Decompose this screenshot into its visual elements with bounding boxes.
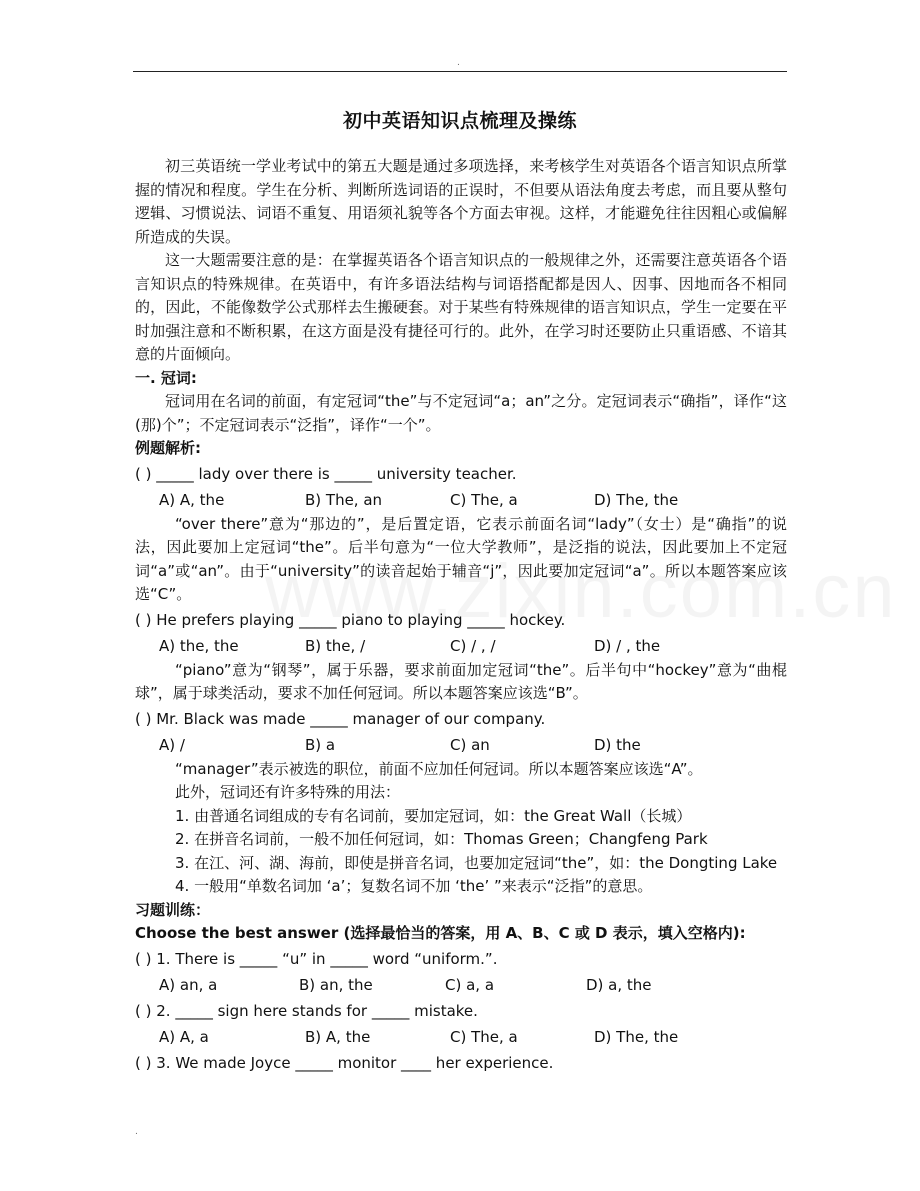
practice-question-2: ( ) 2. _____ sign here stands for _____ mistake. bbox=[135, 1001, 478, 1020]
practice-options-1 bbox=[135, 974, 787, 998]
intro-paragraph-2: 这一大题需要注意的是：在掌握英语各个语言知识点的一般规律之外，还需要注意英语各个语言知识点的特殊规律。在英语中，有许多语法结构与词语搭配都是因人、因事、因地而各不相同的，因此，不能像数学公式那样去生搬硬套。对于某些有特殊规律的语言知识点，学生一定要在平时加强注意和不断积累，在这方面是没有捷径可行的。此外，在学习时还要防止只重语感、不谙其意的片面倾向。 bbox=[135, 251, 787, 363]
option-b: B) the, / bbox=[305, 637, 366, 655]
practice-instruction bbox=[135, 922, 787, 946]
option-c: C) a, a bbox=[445, 976, 495, 994]
examples-heading: 例题解析: bbox=[135, 439, 201, 457]
example-question-2: ( ) He prefers playing _____ piano to playing _____ hockey. bbox=[135, 610, 566, 629]
special-uses-intro: 此外，冠词还有许多特殊的用法： bbox=[175, 783, 401, 801]
practice-instruction-rest: (选择最恰当的答案，用 A、B、C 或 D 表示，填入空格内): bbox=[338, 924, 746, 942]
example-explanation-1: “over there”意为“那边的”，是后置定语，它表示前面名词“lady”（女士）是“确指”的说法，因此要加上定冠词“the”。后半句意为“一位大学教师”，是泛指的说法，因此要加上不定冠词“a”或“an”。由于“university”的读音起始于辅音“j”，因此要加定冠词“a”。所以本题答案应该选“C”。 bbox=[135, 514, 787, 603]
option-b: B) The, an bbox=[305, 491, 383, 509]
option-a: A) A, the bbox=[159, 491, 225, 509]
option-c: C) an bbox=[450, 736, 490, 754]
page-title: 初中英语知识点梳理及操练 bbox=[342, 110, 577, 132]
example-explanation-2: “piano”意为“钢琴”，属于乐器，要求前面加定冠词“the”。后半句中“hockey”意为“曲棍球”，属于球类活动，要求不加任何冠词。所以本题答案应该选“B”。 bbox=[135, 660, 787, 702]
option-b: B) a bbox=[305, 736, 336, 754]
special-use-item: 4. 一般用“单数名词加 ‘a’；复数名词不加 ‘the’ ”来表示“泛指”的意思。 bbox=[175, 877, 653, 895]
articles-description: 冠词用在名词的前面，有定冠词“the”与不定冠词“a；an”之分。定冠词表示“确指”，译作“这(那)个”；不定冠词表示“泛指”，译作“一个”。 bbox=[135, 392, 787, 434]
option-a: A) an, a bbox=[159, 976, 218, 994]
section-heading-articles: 一. 冠词: bbox=[135, 368, 197, 387]
option-c: C) The, a bbox=[450, 491, 518, 509]
option-b: B) an, the bbox=[299, 976, 373, 994]
option-a: A) / bbox=[159, 736, 185, 754]
option-c: C) / , / bbox=[450, 637, 496, 655]
option-c: C) The, a bbox=[450, 1028, 518, 1046]
option-b: B) A, the bbox=[305, 1028, 371, 1046]
practice-heading: 习题训练： bbox=[135, 900, 211, 919]
example-options-3 bbox=[135, 734, 787, 758]
practice-question-1: ( ) 1. There is _____ “u” in _____ word “uniform.”. bbox=[135, 949, 498, 968]
document-body bbox=[135, 155, 787, 1075]
option-a: A) A, a bbox=[159, 1028, 209, 1046]
option-d: D) The, the bbox=[594, 1028, 679, 1046]
option-d: D) the bbox=[594, 736, 641, 754]
example-options-2 bbox=[135, 635, 787, 659]
example-question-3: ( ) Mr. Black was made _____ manager of our company. bbox=[135, 709, 546, 728]
option-a: A) the, the bbox=[159, 637, 239, 655]
special-use-item: 2. 在拼音名词前，一般不加任何冠词，如：Thomas Green；Changfeng Park bbox=[175, 830, 708, 848]
intro-paragraph-1: 初三英语统一学业考试中的第五大题是通过多项选择，来考核学生对英语各个语言知识点所掌握的情况和程度。学生在分析、判断所选词语的正误时，不但要从语法角度去考虑，而且要从整句逻辑、习惯说法、词语不重复、用语须礼貌等各个方面去审视。这样，才能避免往往因粗心或偏解所造成的失误。 bbox=[135, 157, 787, 246]
option-d: D) The, the bbox=[594, 491, 679, 509]
example-explanation-3: “manager”表示被选的职位，前面不应加任何冠词。所以本题答案应该选“A”。 bbox=[175, 759, 703, 778]
option-d: D) / , the bbox=[594, 637, 661, 655]
special-use-item: 3. 在江、河、湖、海前，即使是拼音名词，也要加定冠词“the”，如：the Dongting Lake bbox=[175, 853, 778, 872]
example-options-1 bbox=[135, 489, 787, 513]
header-rule bbox=[133, 71, 787, 72]
special-use-item: 1. 由普通名词组成的专有名词前，要加定冠词，如：the Great Wall（长城） bbox=[175, 806, 692, 825]
practice-options-2 bbox=[135, 1026, 787, 1050]
header-dot: . bbox=[457, 58, 460, 68]
option-d: D) a, the bbox=[586, 976, 652, 994]
example-question-1: ( ) _____ lady over there is _____ university teacher. bbox=[135, 464, 517, 483]
practice-question-3: ( ) 3. We made Joyce _____ monitor ____ her experience. bbox=[135, 1053, 554, 1072]
practice-instruction-prefix: Choose the best answer bbox=[135, 924, 339, 942]
footer-dot: . bbox=[135, 1127, 138, 1137]
